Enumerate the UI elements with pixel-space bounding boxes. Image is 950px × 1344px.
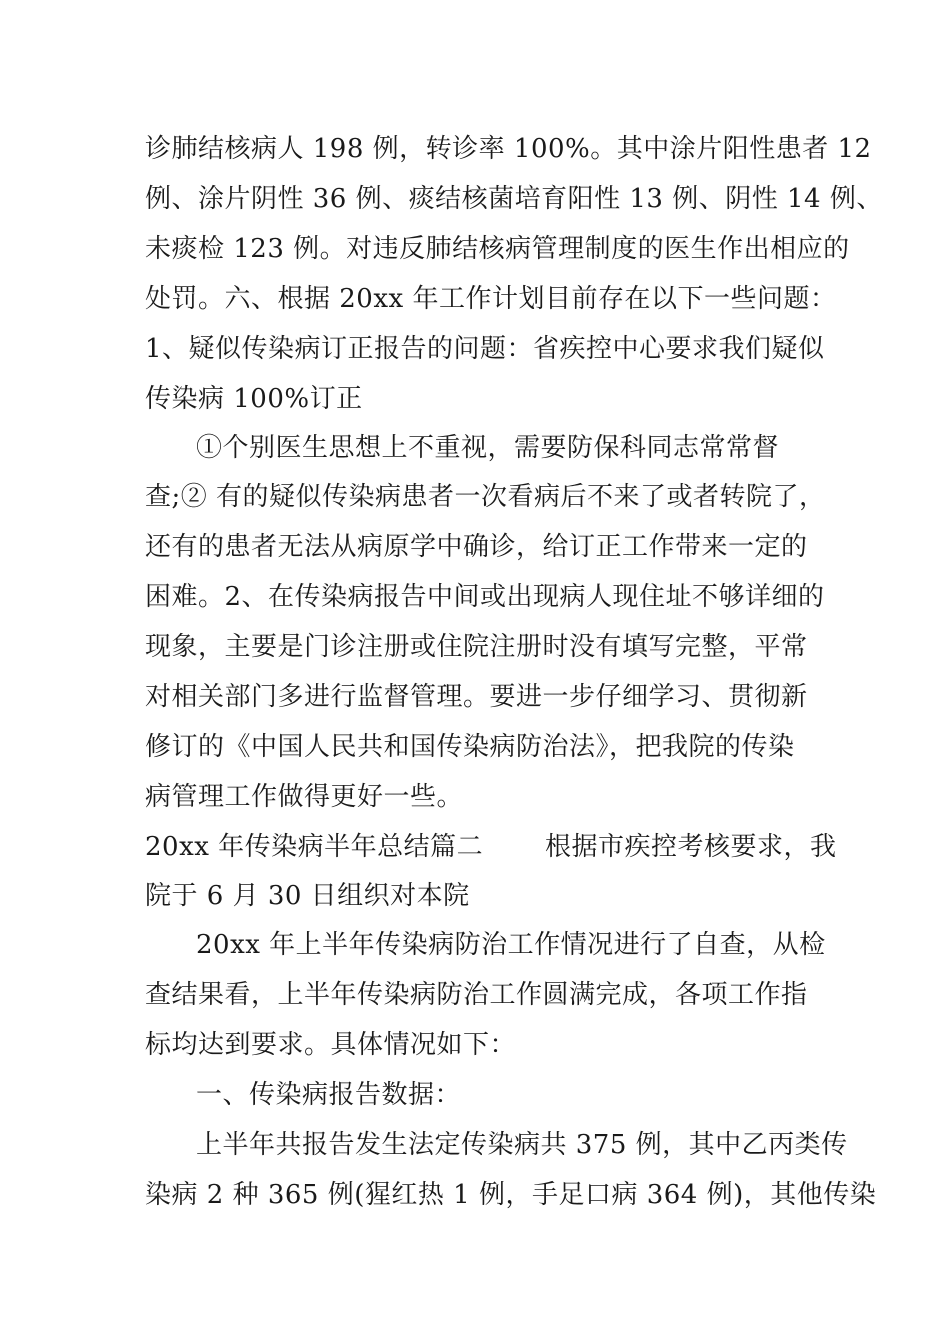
subsection-heading: 一、传染病报告数据： <box>196 1080 462 1110</box>
text-line: 修订的《中国人民共和国传染病防治法》，把我院的传染 <box>145 732 795 762</box>
section-heading: 20xx 年传染病半年总结篇二 根据市疾控考核要求，我 <box>145 832 837 862</box>
text-line: 病管理工作做得更好一些。 <box>145 782 464 812</box>
text-line: 20xx 年上半年传染病防治工作情况进行了自查，从检 <box>196 930 826 960</box>
text-line: 例、涂片阴性 36 例、痰结核菌培育阳性 13 例、阴性 14 例、 <box>145 184 883 214</box>
text-line: ①个别医生思想上不重视，需要防保科同志常常督 <box>196 433 780 463</box>
text-line: 传染病 100%订正 <box>145 384 363 414</box>
text-line: 处罚。六、根据 20xx 年工作计划目前存在以下一些问题： <box>145 284 837 314</box>
text-line: 困难。2、在传染病报告中间或出现病人现住址不够详细的 <box>145 582 825 612</box>
text-line: 诊肺结核病人 198 例，转诊率 100%。其中涂片阳性患者 12 <box>145 134 872 164</box>
text-line: 标均达到要求。具体情况如下： <box>145 1030 517 1060</box>
text-line: 上半年共报告发生法定传染病共 375 例，其中乙丙类传 <box>196 1130 848 1160</box>
text-line: 查;② 有的疑似传染病患者一次看病后不来了或者转院了， <box>145 482 826 512</box>
text-line: 查结果看，上半年传染病防治工作圆满完成，各项工作指 <box>145 980 808 1010</box>
text-line: 现象，主要是门诊注册或住院注册时没有填写完整，平常 <box>145 632 808 662</box>
text-line: 1、疑似传染病订正报告的问题：省疾控中心要求我们疑似 <box>145 334 825 364</box>
text-line: 还有的患者无法从病原学中确诊，给订正工作带来一定的 <box>145 532 808 562</box>
text-line: 院于 6 月 30 日组织对本院 <box>145 881 470 911</box>
text-line: 未痰检 123 例。对违反肺结核病管理制度的医生作出相应的 <box>145 234 850 264</box>
text-line: 染病 2 种 365 例(猩红热 1 例，手足口病 364 例)，其他传染 <box>145 1180 877 1210</box>
text-line: 对相关部门多进行监督管理。要进一步仔细学习、贯彻新 <box>145 682 808 712</box>
